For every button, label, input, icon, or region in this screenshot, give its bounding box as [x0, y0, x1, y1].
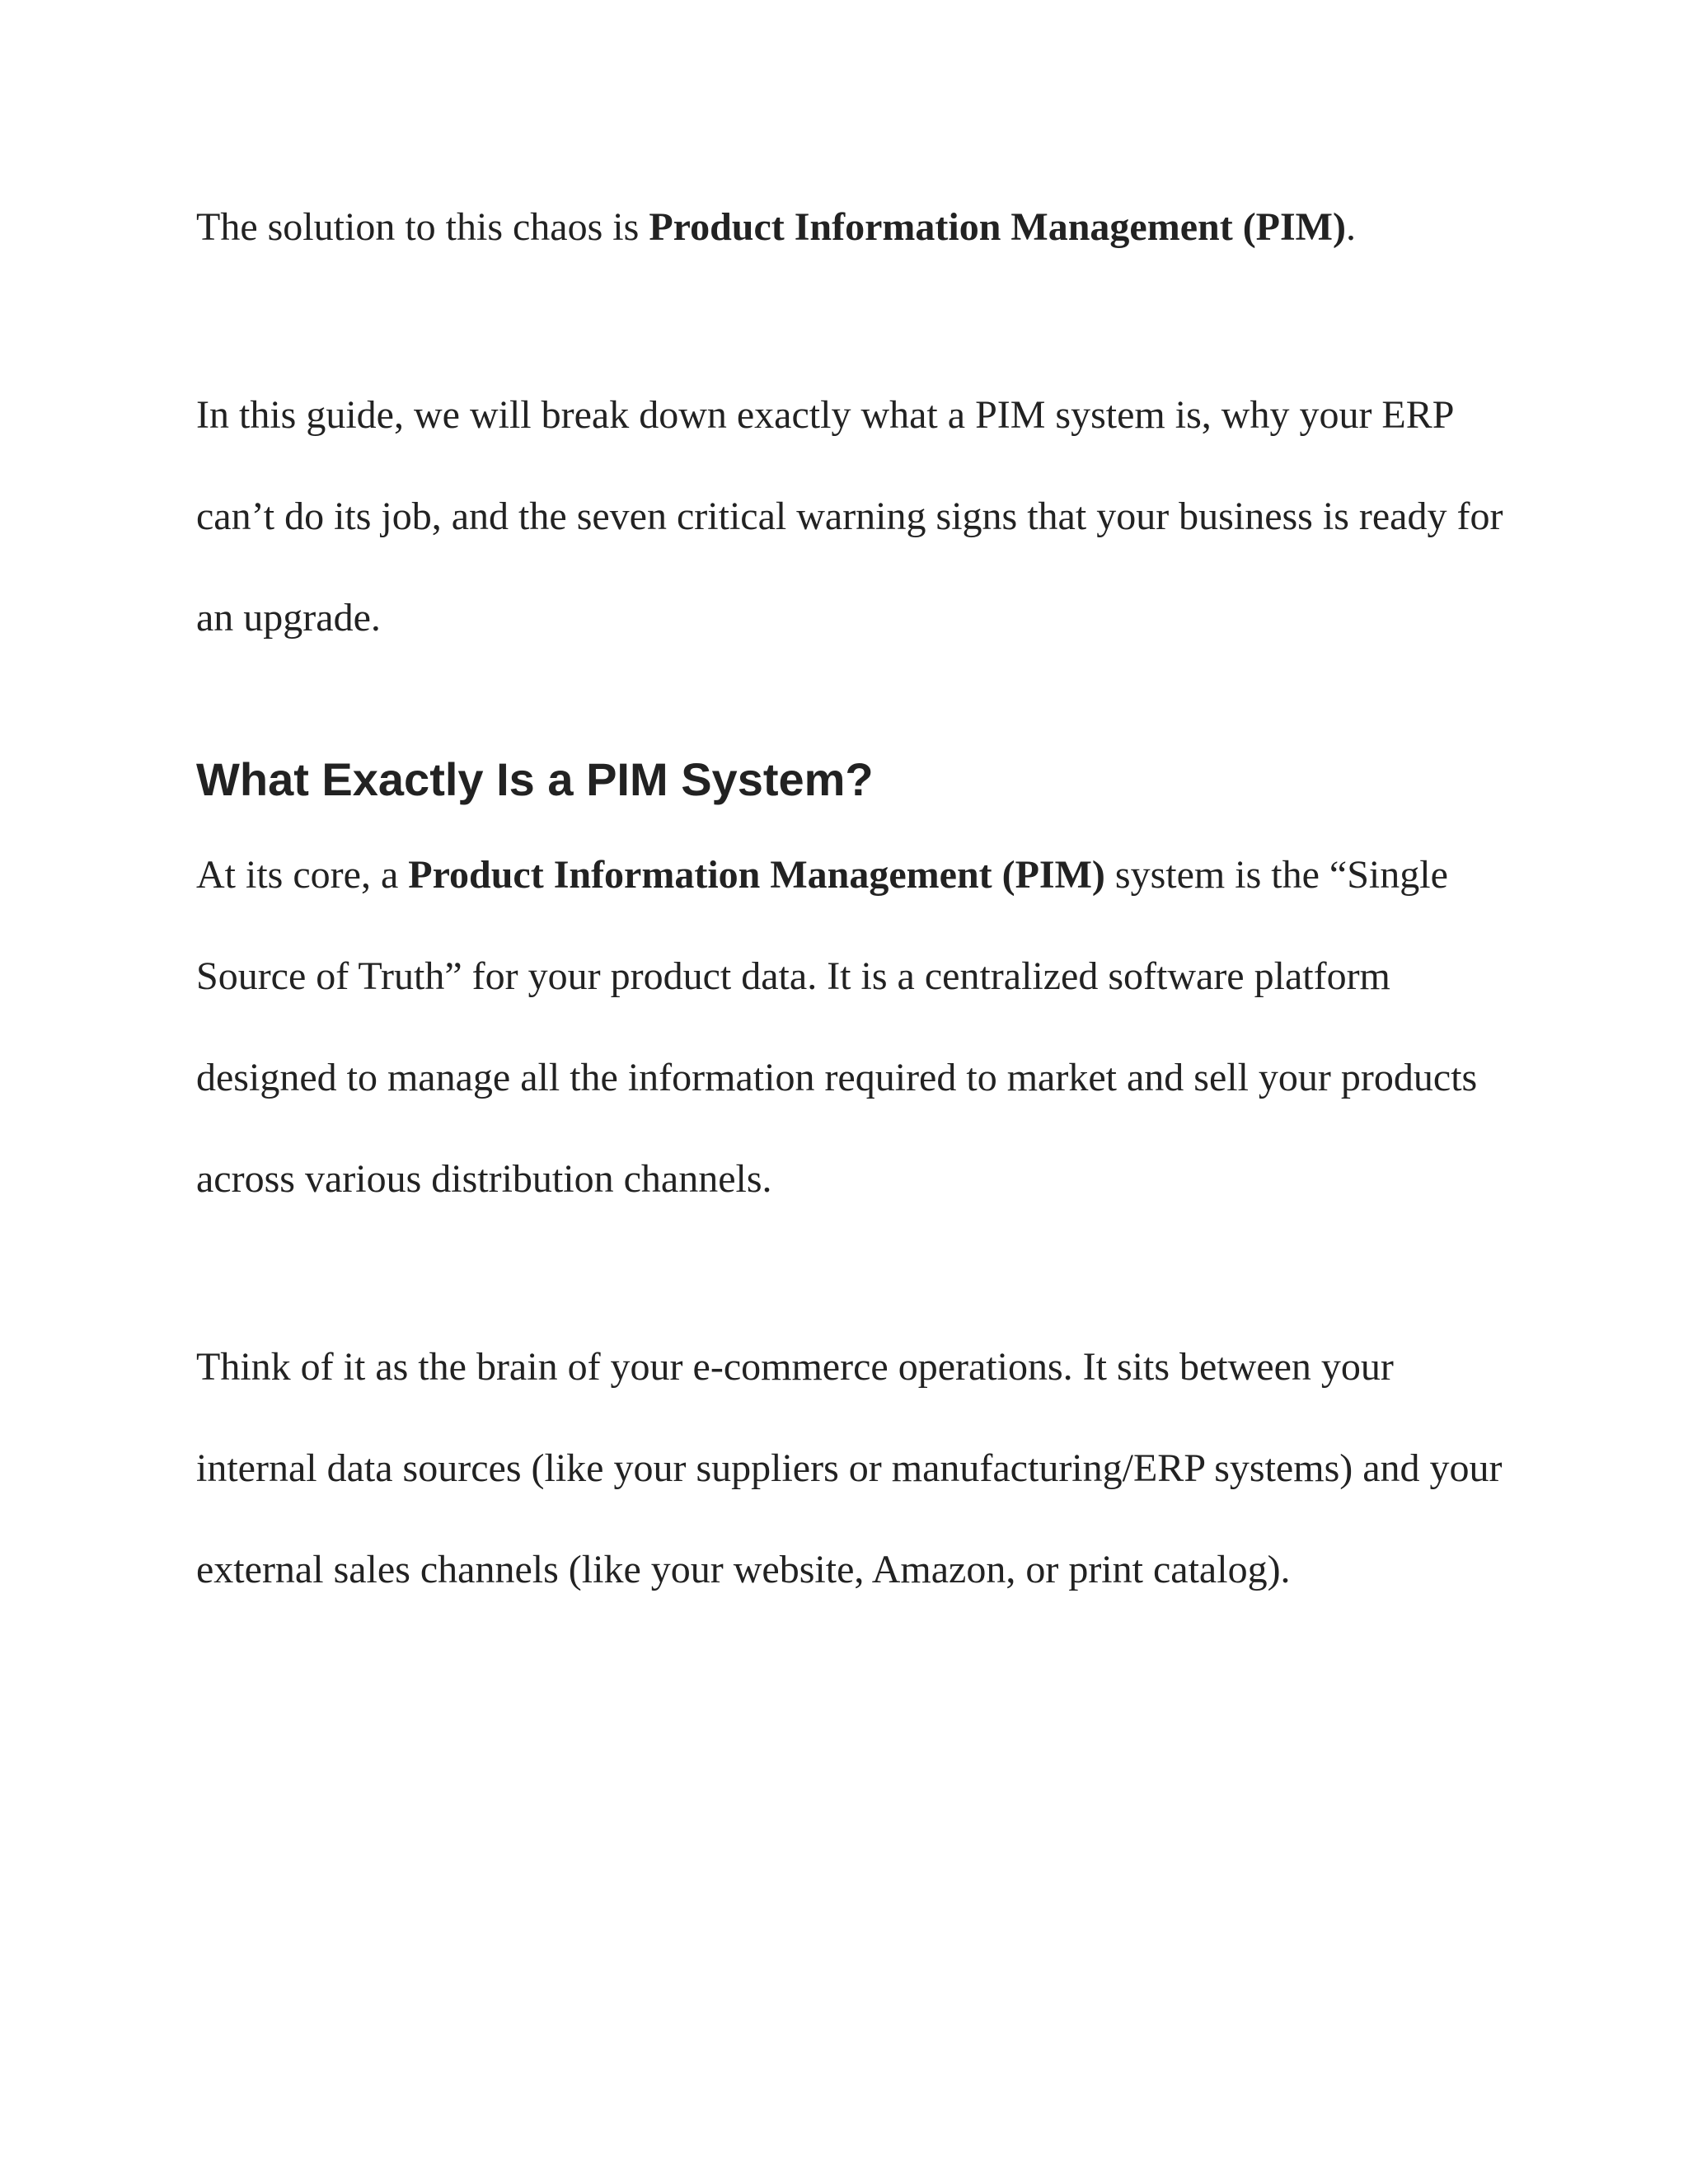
intro-bold-term: Product Information Management (PIM) — [649, 205, 1346, 249]
document-body — [196, 176, 1515, 1620]
brain-paragraph: Think of it as the brain of your e-commerce operations. It sits between your internal data sources (like your suppliers or manufacturing/ERP systems) and your external sales channels (like your website, Amazon, or print catalog). — [196, 1345, 1503, 1591]
intro-text-after: . — [1345, 205, 1356, 249]
intro-text-before: The solution to this chaos is — [196, 205, 649, 249]
core-text-after: system is the “Single Source of Truth” for your product data. It is a centralized software platform designed to manage all the information required to market and sell your products across various distribution channels. — [196, 853, 1478, 1201]
core-paragraph — [196, 824, 1515, 1230]
intro-paragraph — [196, 176, 1515, 278]
core-bold-term: Product Information Management (PIM) — [408, 853, 1105, 897]
section-heading: What Exactly Is a PIM System? — [196, 753, 874, 805]
guide-paragraph: In this guide, we will break down exactly what a PIM system is, why your ERP can’t do its job, and the seven critical warning signs that your business is ready for an upgrade. — [196, 393, 1503, 640]
core-text-before: At its core, a — [196, 853, 409, 897]
